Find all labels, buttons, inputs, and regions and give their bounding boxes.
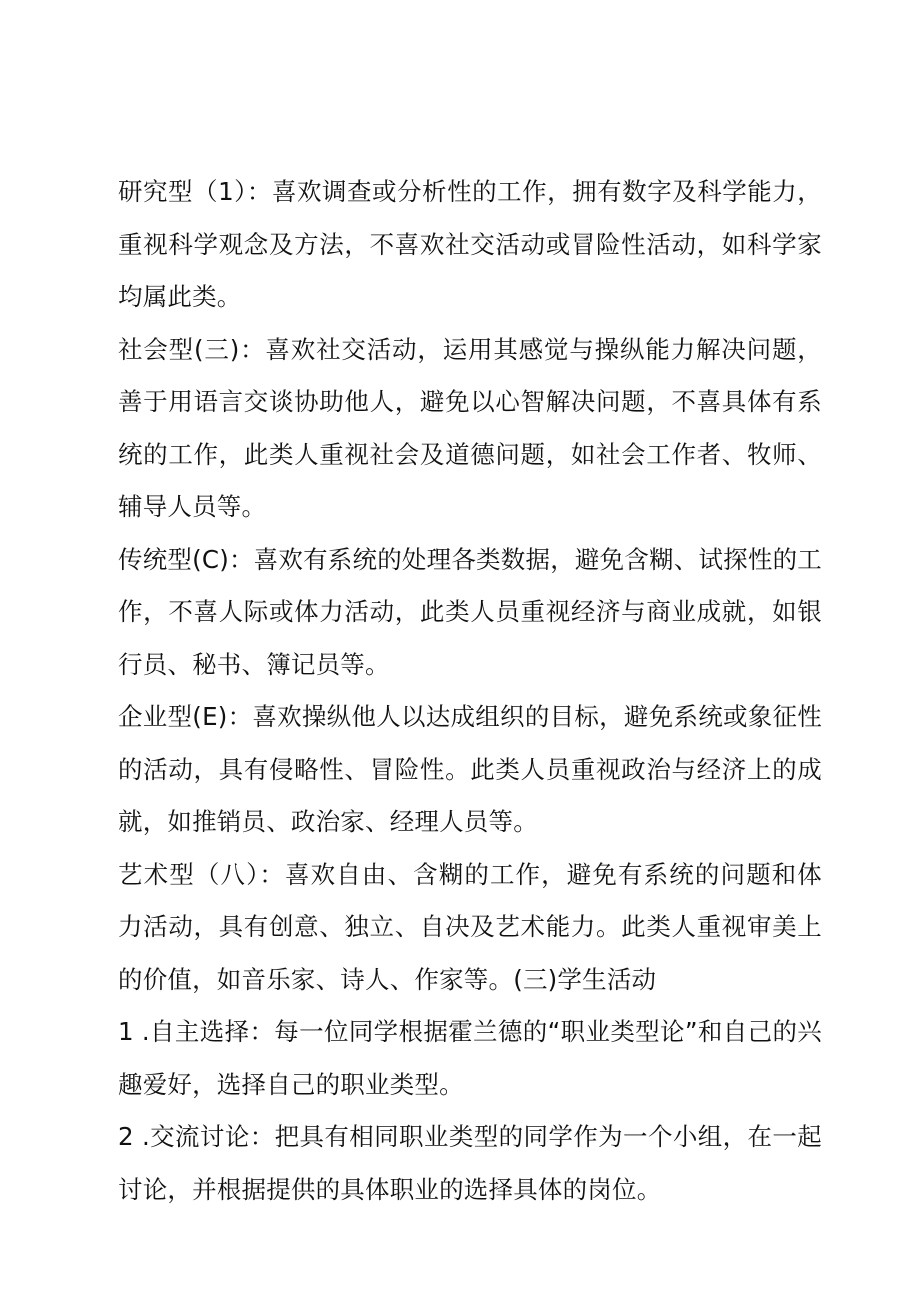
paragraph-enterprising-type: 企业型(E)：喜欢操纵他人以达成组织的目标，避免系统或象征性的活动，具有侵略性、冒险性。此类人员重视政治与经济上的成就，如推销员、政治家、经理人员等。 [118, 702, 822, 836]
paragraph-investigative-type: 研究型（1）：喜欢调查或分析性的工作，拥有数字及科学能力，重视科学观念及方法，不喜欢社交活动或冒险性活动，如科学家均属此类。 [118, 177, 822, 311]
paragraph-artistic-type: 艺术型（八）：喜欢自由、含糊的工作，避免有系统的问题和体力活动，具有创意、独立、自决及艺术能力。此类人重视审美上的价值，如音乐家、诗人、作家等。(三)学生活动 [118, 859, 822, 994]
paragraph-activity-step-2: 2 .交流讨论：把具有相同职业类型的同学作为一个小组，在一起讨论，并根据提供的具体职业的选择具体的岗位。 [118, 1122, 822, 1204]
document-body [118, 166, 822, 1216]
paragraph-conventional-type: 传统型(C)：喜欢有系统的处理各类数据，避免含糊、试探性的工作，不喜人际或体力活动，此类人员重视经济与商业成就，如银行员、秘书、簿记员等。 [118, 544, 822, 679]
paragraph-activity-step-1: 1 .自主选择：每一位同学根据霍兰德的“职业类型论”和自己的兴趣爱好，选择自己的职业类型。 [118, 1017, 822, 1099]
paragraph-social-type: 社会型(三)：喜欢社交活动，运用其感觉与操纵能力解决问题，善于用语言交谈协助他人，避免以心智解决问题，不喜具体有系统的工作，此类人重视社会及道德问题，如社会工作者、牧师、辅导人员等。 [118, 334, 822, 521]
